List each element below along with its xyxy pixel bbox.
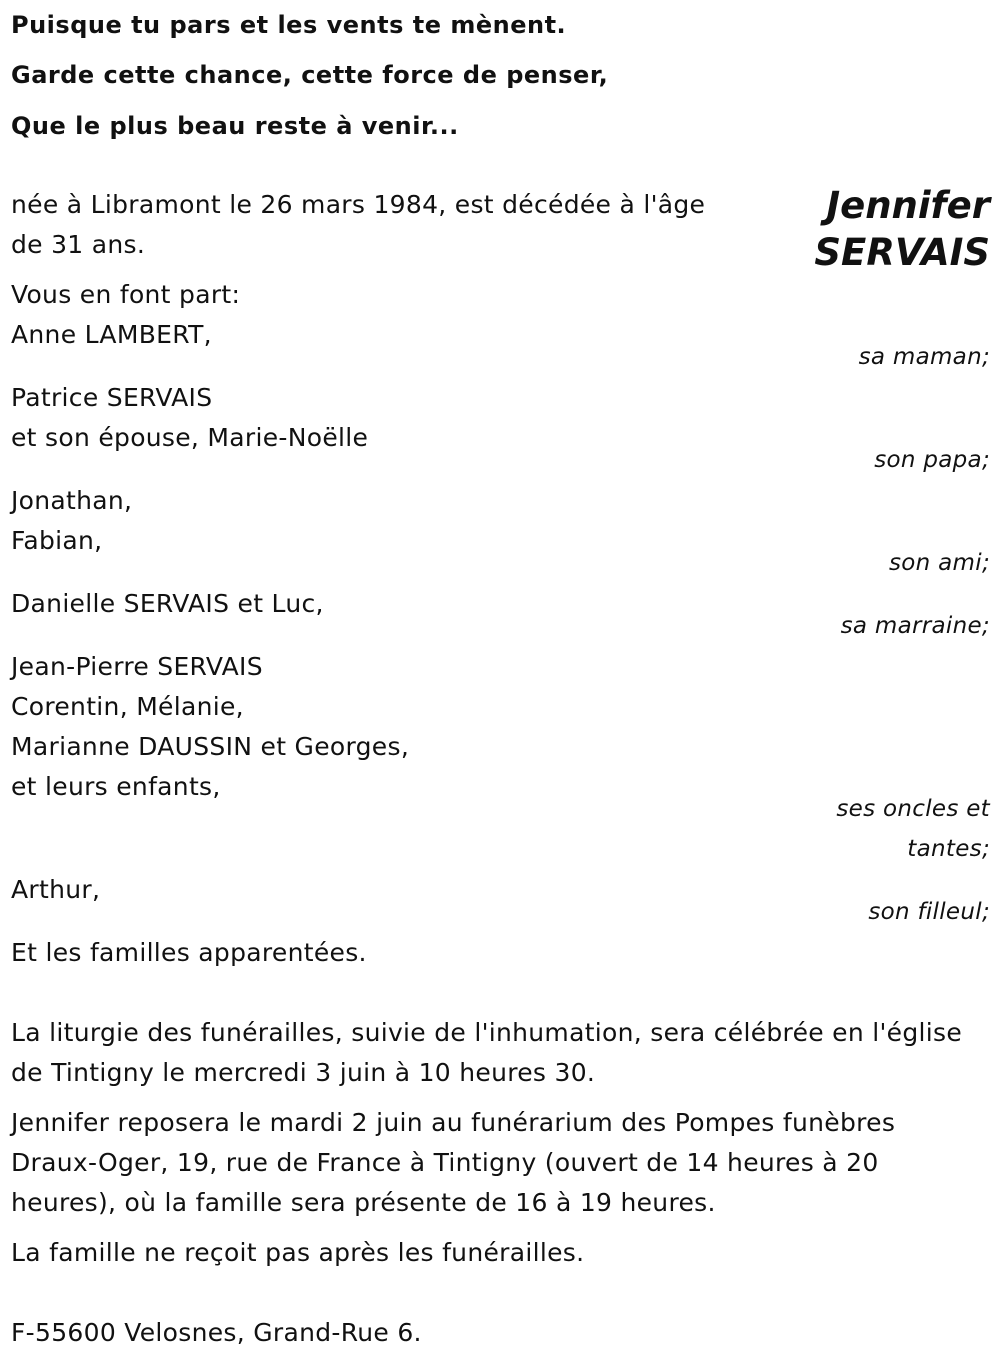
family-father-2: et son épouse, Marie-Noëlle xyxy=(11,423,369,452)
relation-godmother: sa marraine; xyxy=(840,613,990,639)
relation-friend: son ami; xyxy=(889,550,990,576)
deceased-last-name: SERVAIS xyxy=(814,231,990,274)
relation-mother: sa maman; xyxy=(858,344,990,370)
funeral-rest-3: heures), où la famille sera présente de 16 à 19 heures. xyxy=(11,1188,716,1217)
poem-line-3: Que le plus beau reste à venir... xyxy=(11,112,459,140)
address: F-55600 Velosnes, Grand-Rue 6. xyxy=(11,1318,422,1347)
family-related: Et les familles apparentées. xyxy=(11,938,367,967)
relation-godson: son filleul; xyxy=(868,899,990,925)
family-uncles-2: Corentin, Mélanie, xyxy=(11,692,244,721)
announce-line: Vous en font part: xyxy=(11,280,241,309)
family-godmother: Danielle SERVAIS et Luc, xyxy=(11,589,324,618)
family-uncles-3: Marianne DAUSSIN et Georges, xyxy=(11,732,410,761)
family-father-1: Patrice SERVAIS xyxy=(11,383,213,412)
funeral-liturgy-1: La liturgie des funérailles, suivie de l'inhumation, sera célébrée en l'église xyxy=(11,1018,963,1047)
family-mother: Anne LAMBERT, xyxy=(11,320,212,349)
funeral-liturgy-2: de Tintigny le mercredi 3 juin à 10 heures 30. xyxy=(11,1058,596,1087)
family-friend-2: Fabian, xyxy=(11,526,103,555)
relation-father: son papa; xyxy=(874,447,990,473)
funeral-rest-1: Jennifer reposera le mardi 2 juin au funérarium des Pompes funèbres xyxy=(11,1108,896,1137)
family-uncles-1: Jean-Pierre SERVAIS xyxy=(11,652,263,681)
poem-line-2: Garde cette chance, cette force de penser, xyxy=(11,61,609,89)
funeral-rest-2: Draux-Oger, 19, rue de France à Tintigny (ouvert de 14 heures à 20 xyxy=(11,1148,879,1177)
poem-line-1: Puisque tu pars et les vents te mènent. xyxy=(11,11,567,39)
family-godson: Arthur, xyxy=(11,875,101,904)
relation-uncles-1: ses oncles et xyxy=(836,796,990,822)
relation-uncles-2: tantes; xyxy=(907,836,990,862)
birth-line-2: de 31 ans. xyxy=(11,230,146,259)
deceased-first-name: Jennifer xyxy=(826,184,990,227)
funeral-note: La famille ne reçoit pas après les funérailles. xyxy=(11,1238,585,1267)
family-friend-1: Jonathan, xyxy=(11,486,133,515)
family-uncles-4: et leurs enfants, xyxy=(11,772,221,801)
birth-line-1: née à Libramont le 26 mars 1984, est décédée à l'âge xyxy=(11,190,706,219)
